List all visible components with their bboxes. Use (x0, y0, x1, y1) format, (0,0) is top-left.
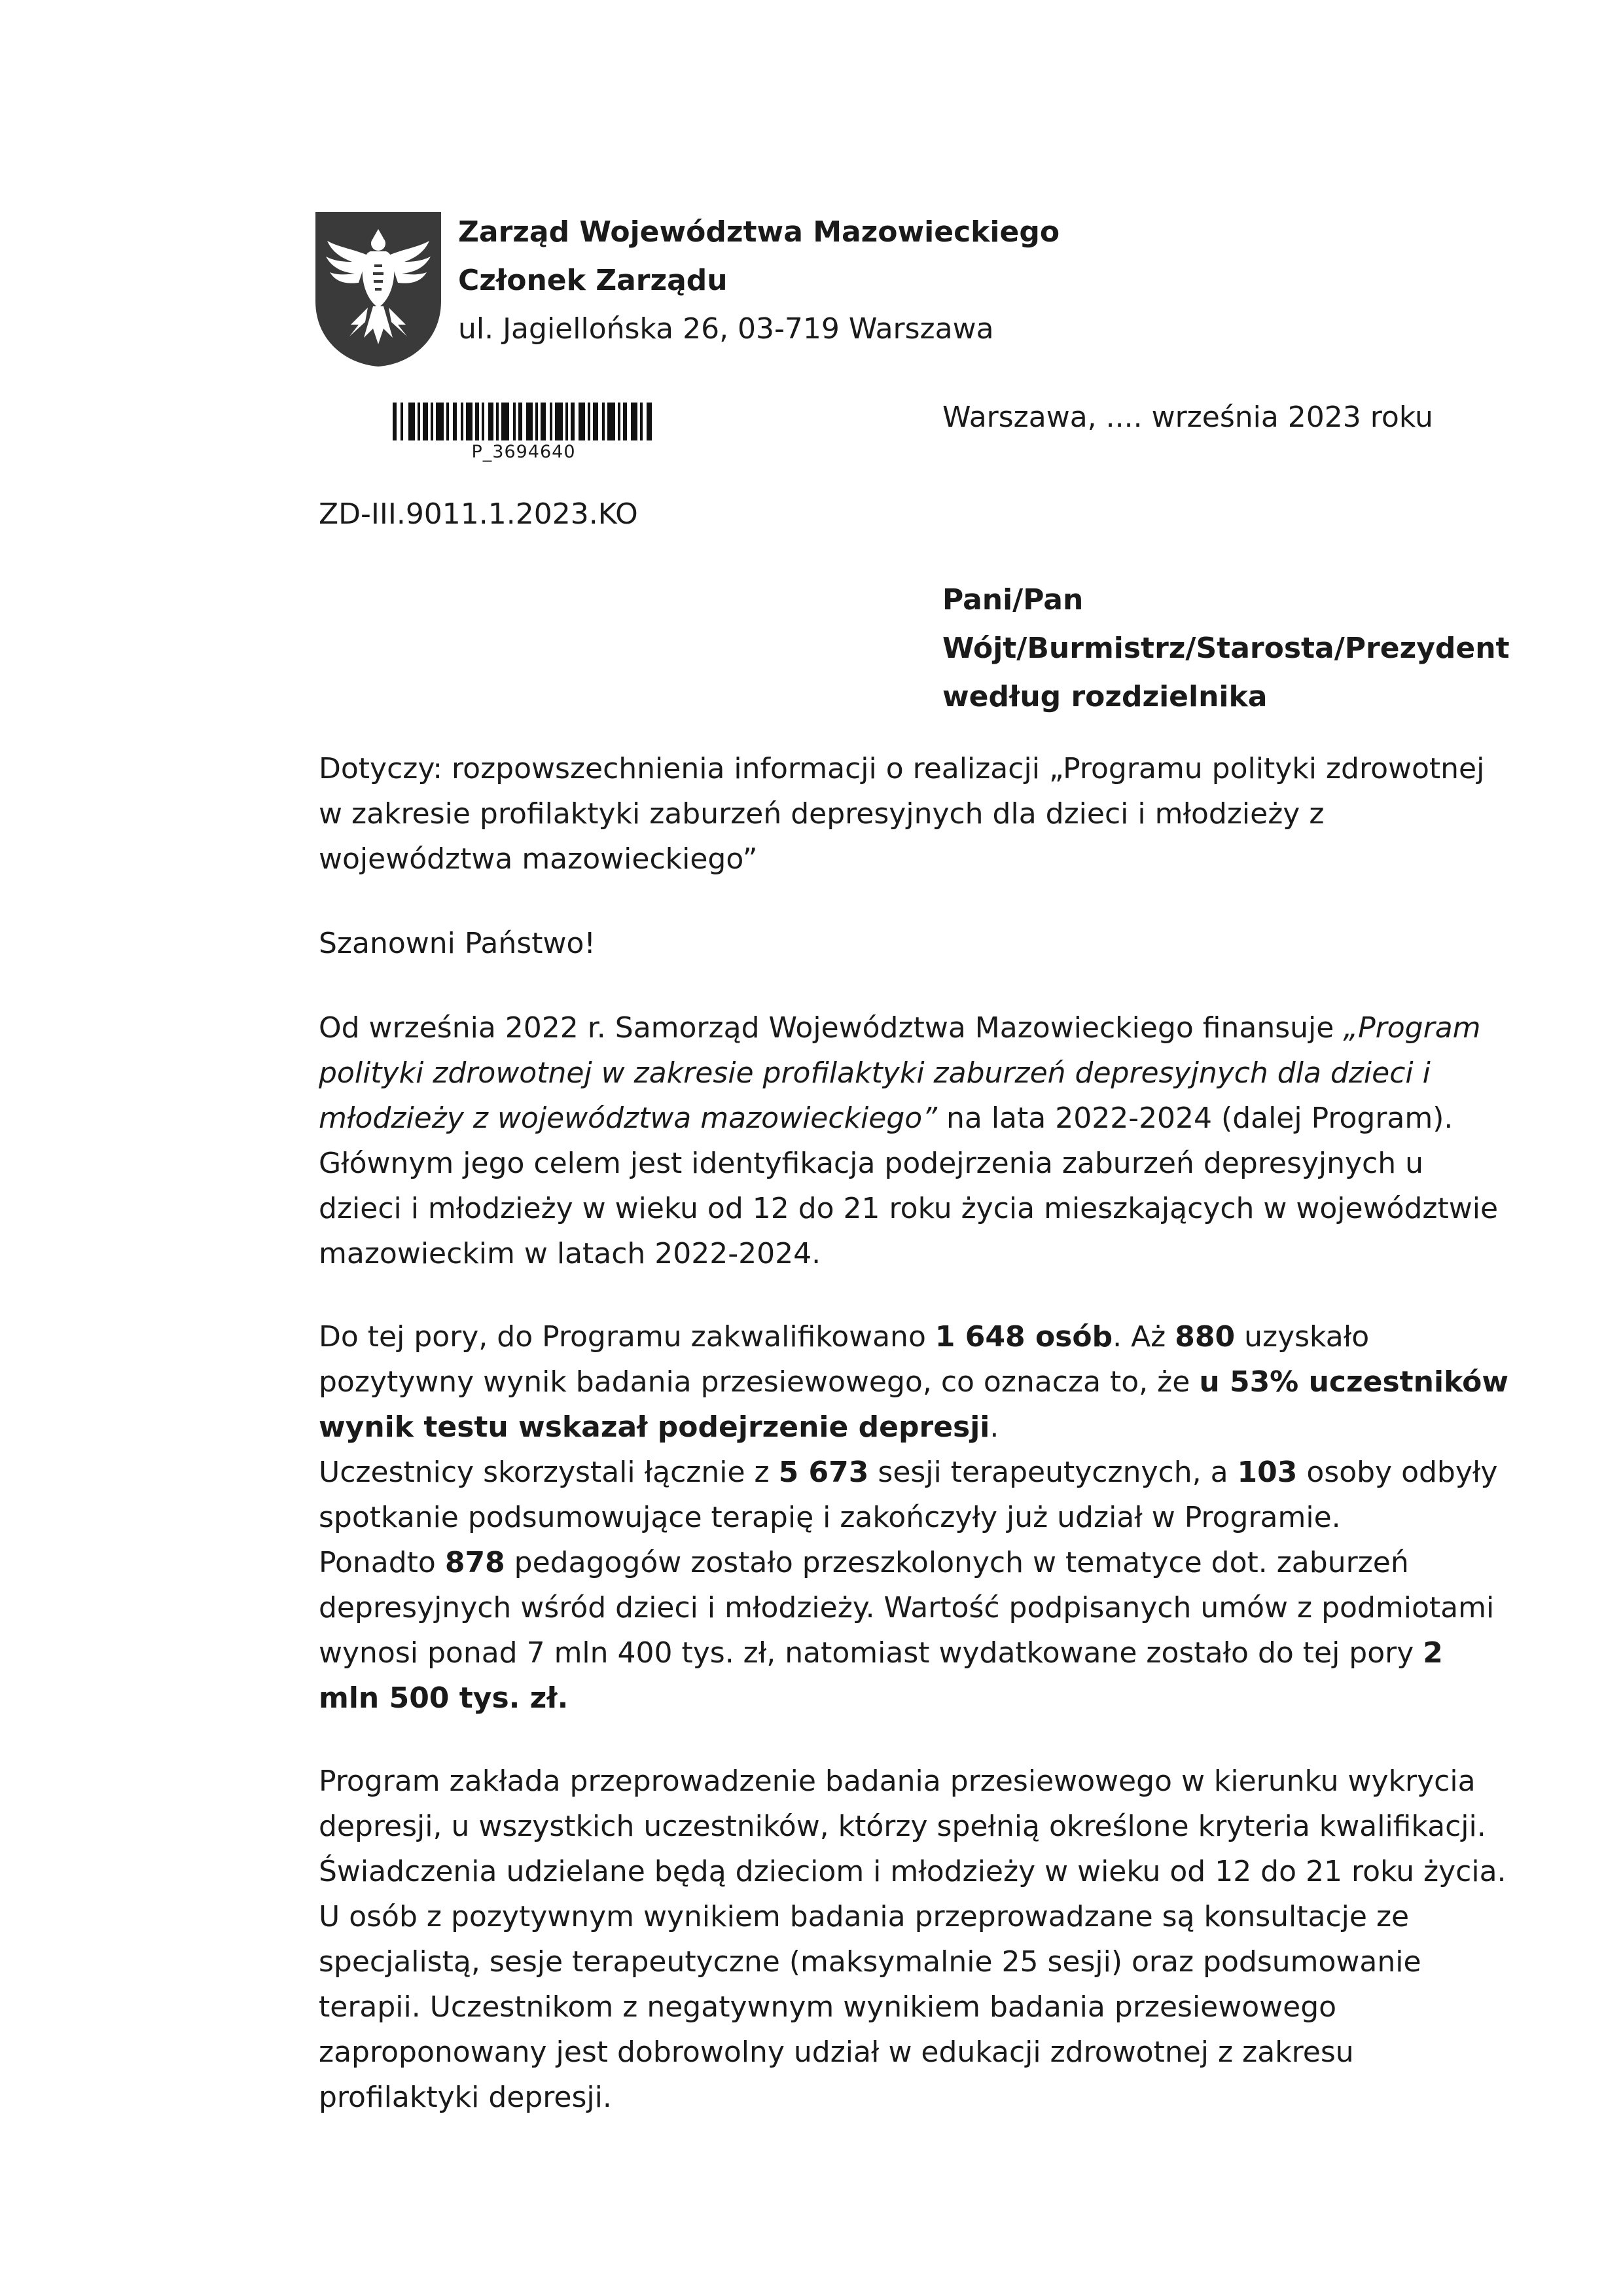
p2-qualified-count: 1 648 osób (935, 1320, 1113, 1354)
p3-session-count: 5 673 (778, 1456, 869, 1489)
p4-teacher-count: 878 (444, 1546, 505, 1579)
p1-text-a: Od września 2022 r. Samorząd Województwa Mazowieckiego finansuje (319, 1011, 1344, 1045)
p1-program-title: „Program polityki zdrowotnej w zakresie profilaktyki zaburzeń depresyjnych dla dzieci i młodzieży z województwa mazowieckiego” (319, 1011, 1481, 1135)
subject-line: Dotyczy: rozpowszechnienia informacji o realizacji „Programu polityki zdrowotnej w zakresie profilaktyki zaburzeń depresyjnych dla dzieci i młodzieży z województwa mazowieckiego” (319, 752, 1485, 876)
barcode-id: P_3694640 (471, 442, 576, 462)
letter-body (319, 746, 1510, 2120)
greeting: Szanowni Państwo! (319, 927, 596, 960)
paragraph-5: Program zakłada przeprowadzenie badania przesiewowego w kierunku wykrycia depresji, u wszystkich uczestników, którzy spełnią określone kryteria kwalifikacji. Świadczenia udzielane będą dzieciom i młodzieży w wieku od 12 do 21 roku życia. U osób z pozytywnym wynikiem badania przeprowadzane są konsultacje ze specjalistą, sesje terapeutyczne (maksymalnie 25 sesji) oraz podsumowanie terapii. Uczestnikom z negatywnym wynikiem badania przesiewowego zaproponowany jest dobrowolny udział w edukacji zdrowotnej z zakresu profilaktyki depresji. (319, 1765, 1507, 2114)
p3-text-1: Uczestnicy skorzystali łącznie z (319, 1456, 779, 1489)
p3-completed-count: 103 (1237, 1456, 1298, 1489)
paragraph-4 (319, 1540, 1510, 1721)
p4-text-3: pedagogów zostało przeszkolonych w tematyce dot. zaburzeń depresyjnych wśród dzieci i młodzieży. Wartość podpisanych umów z podmiotami wynosi ponad 7 mln 400 tys. zł, natomiast wydatkowane zostało do tej pory (319, 1546, 1495, 1670)
reference-number: ZD-III.9011.1.2023.KO (319, 497, 638, 531)
p2-depression-share: u 53% uczestników wynik testu wskazał podejrzenie depresji (319, 1365, 1509, 1444)
p3-text-3: sesji terapeutycznych, a (868, 1456, 1238, 1489)
org-name: Zarząd Województwa Mazowieckiego (458, 215, 1060, 249)
org-address: ul. Jagiellońska 26, 03-719 Warszawa (458, 312, 994, 346)
p2-positive-count: 880 (1175, 1320, 1236, 1354)
addressee (942, 576, 1510, 721)
addressee-line-1: Pani/Pan (942, 583, 1084, 617)
addressee-line-3: według rozdzielnika (942, 680, 1268, 713)
p2-text-1: Do tej pory, do Programu zakwalifikowano (319, 1320, 935, 1354)
p2-text-3: . Aż (1113, 1320, 1175, 1354)
letterhead (458, 208, 1060, 353)
p1-text-c: na lata 2022-2024 (dalej Program). Głównym jego celem jest identyfikacja podejrzenia zaburzeń depresyjnych u dzieci i młodzieży w wieku od 12 do 21 roku życia mieszkających w województwie mazowieckim w latach 2022-2024. (319, 1102, 1499, 1270)
p2-text-7: . (990, 1410, 999, 1444)
paragraph-2 (319, 1314, 1510, 1450)
p4-spent-amount: 2 mln 500 tys. zł. (319, 1636, 1443, 1715)
paragraph-1 (319, 1005, 1510, 1276)
paragraph-3 (319, 1450, 1510, 1540)
org-role: Członek Zarządu (458, 264, 728, 297)
eagle-crest-icon (313, 209, 444, 369)
barcode (393, 403, 654, 440)
p3-text-5: osoby odbyły spotkanie podsumowujące terapię i zakończyły już udział w Programie. (319, 1456, 1498, 1534)
p4-text-1: Ponadto (319, 1546, 445, 1579)
p2-text-5: uzyskało pozytywny wynik badania przesiewowego, co oznacza to, że (319, 1320, 1370, 1399)
addressee-line-2: Wójt/Burmistrz/Starosta/Prezydent (942, 632, 1510, 665)
barcode-block (393, 403, 654, 462)
date-line: Warszawa, .... września 2023 roku (942, 401, 1433, 434)
